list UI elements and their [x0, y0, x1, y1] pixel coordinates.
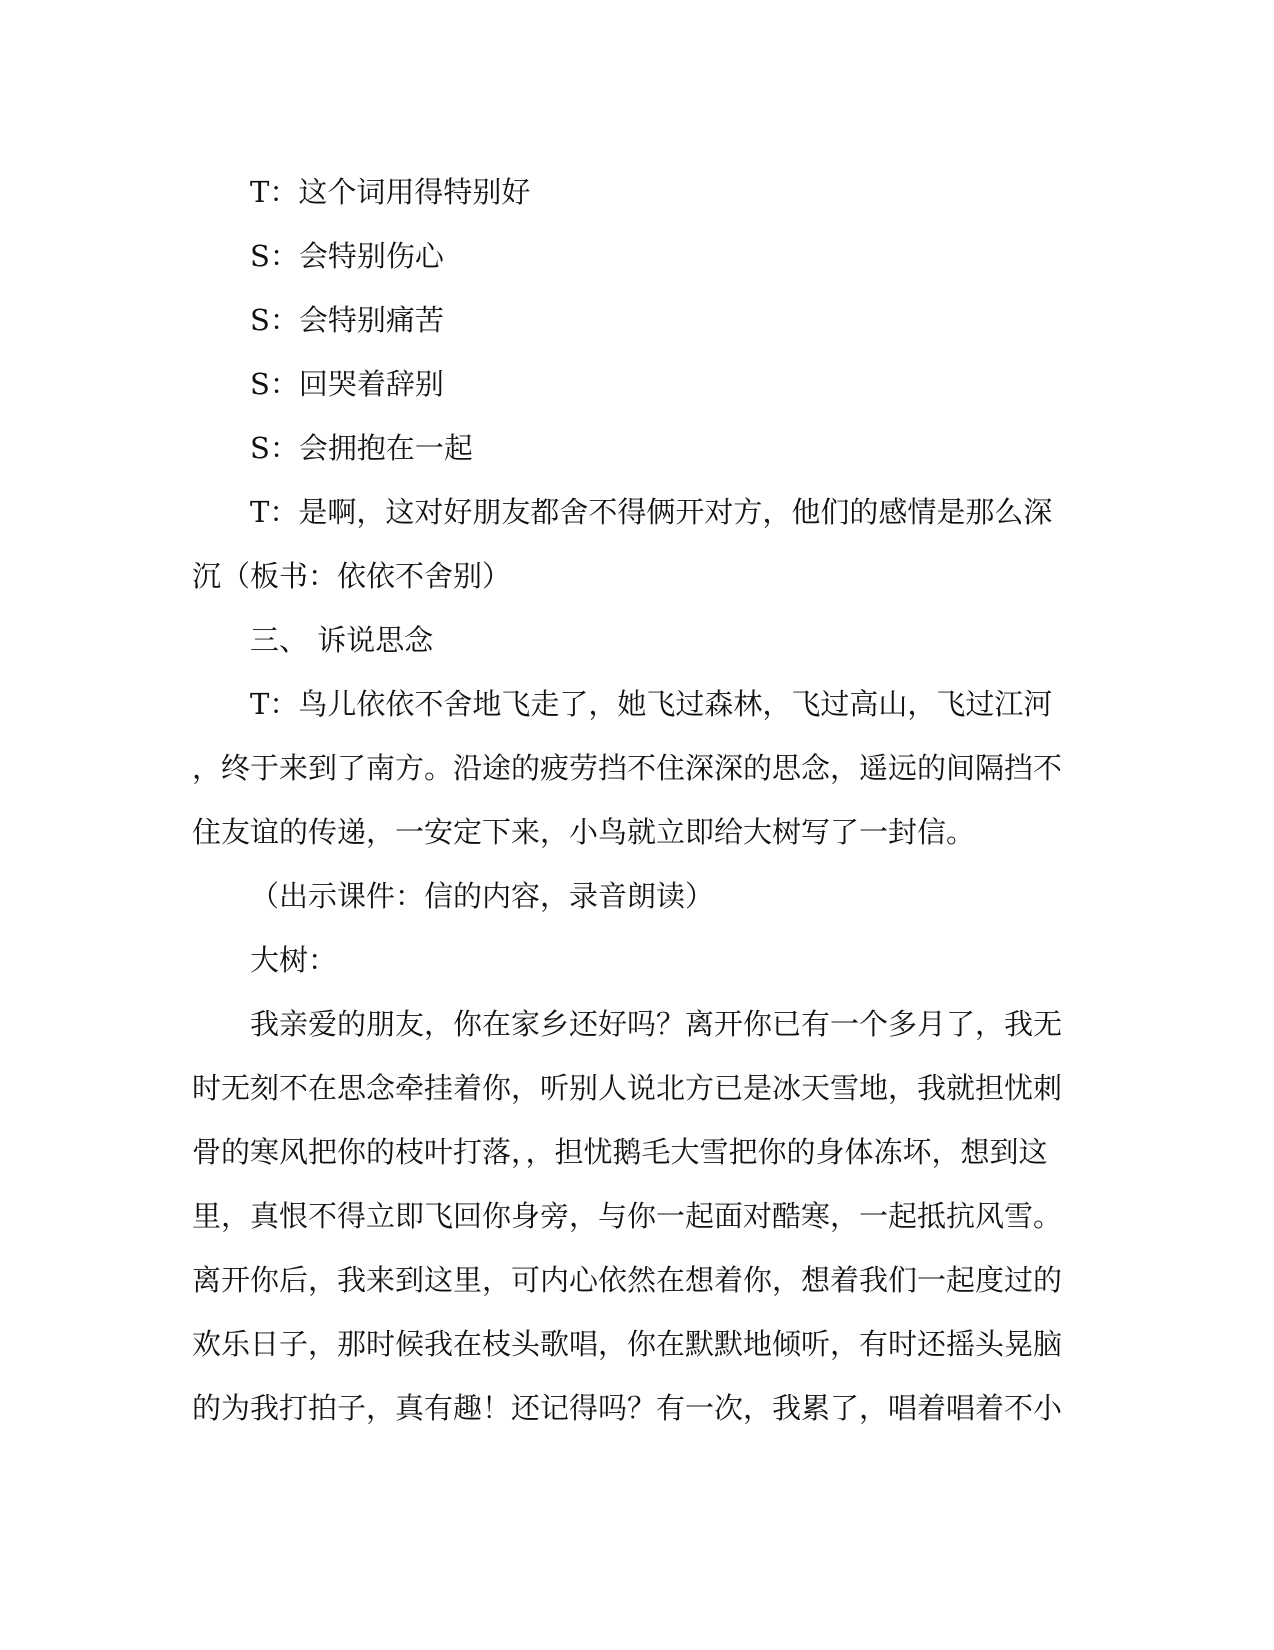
- letter-line: 里，真恨不得立即飞回你身旁，与你一起面对酷寒，一起抵抗风雪。: [192, 1199, 1063, 1233]
- letter-line: 欢乐日子，那时候我在枝头歌唱，你在默默地倾听，有时还摇头晃脑: [192, 1327, 1063, 1361]
- paragraph-line: T：是啊，这对好朋友都舍不得俩开对方，他们的感情是那么深: [250, 495, 1053, 529]
- letter-line: 我亲爱的朋友，你在家乡还好吗？离开你已有一个多月了，我无: [250, 1007, 1063, 1041]
- letter-line: 的为我打拍子，真有趣！还记得吗？有一次，我累了，唱着唱着不小: [192, 1391, 1063, 1425]
- document-body: [192, 160, 1072, 1440]
- dialogue-line: T：这个词用得特别好: [250, 175, 531, 209]
- note-line: （出示课件：信的内容，录音朗读）: [250, 879, 715, 913]
- dialogue-line: S：会特别伤心: [250, 239, 444, 273]
- letter-line: 骨的寒风把你的枝叶打落，，担忧鹅毛大雪把你的身体冻坏，想到这: [192, 1135, 1048, 1169]
- paragraph-line: T：鸟儿依依不舍地飞走了，她飞过森林，飞过高山，飞过江河: [250, 687, 1053, 721]
- paragraph-line: 沉（板书：依依不舍别）: [192, 559, 512, 593]
- paragraph-line: ，终于来到了南方。沿途的疲劳挡不住深深的思念，遥远的间隔挡不: [192, 751, 1063, 785]
- letter-line: 时无刻不在思念牵挂着你，听别人说北方已是冰天雪地，我就担忧刺: [192, 1071, 1063, 1105]
- dialogue-line: S：会拥抱在一起: [250, 431, 473, 465]
- letter-salutation: 大树：: [250, 943, 338, 977]
- dialogue-line: S：会特别痛苦: [250, 303, 444, 337]
- section-heading: 三、 诉说思念: [250, 623, 434, 657]
- paragraph-line: 住友谊的传递，一安定下来，小鸟就立即给大树写了一封信。: [192, 815, 976, 849]
- letter-line: 离开你后，我来到这里，可内心依然在想着你，想着我们一起度过的: [192, 1263, 1063, 1297]
- dialogue-line: S：回哭着辞别: [250, 367, 444, 401]
